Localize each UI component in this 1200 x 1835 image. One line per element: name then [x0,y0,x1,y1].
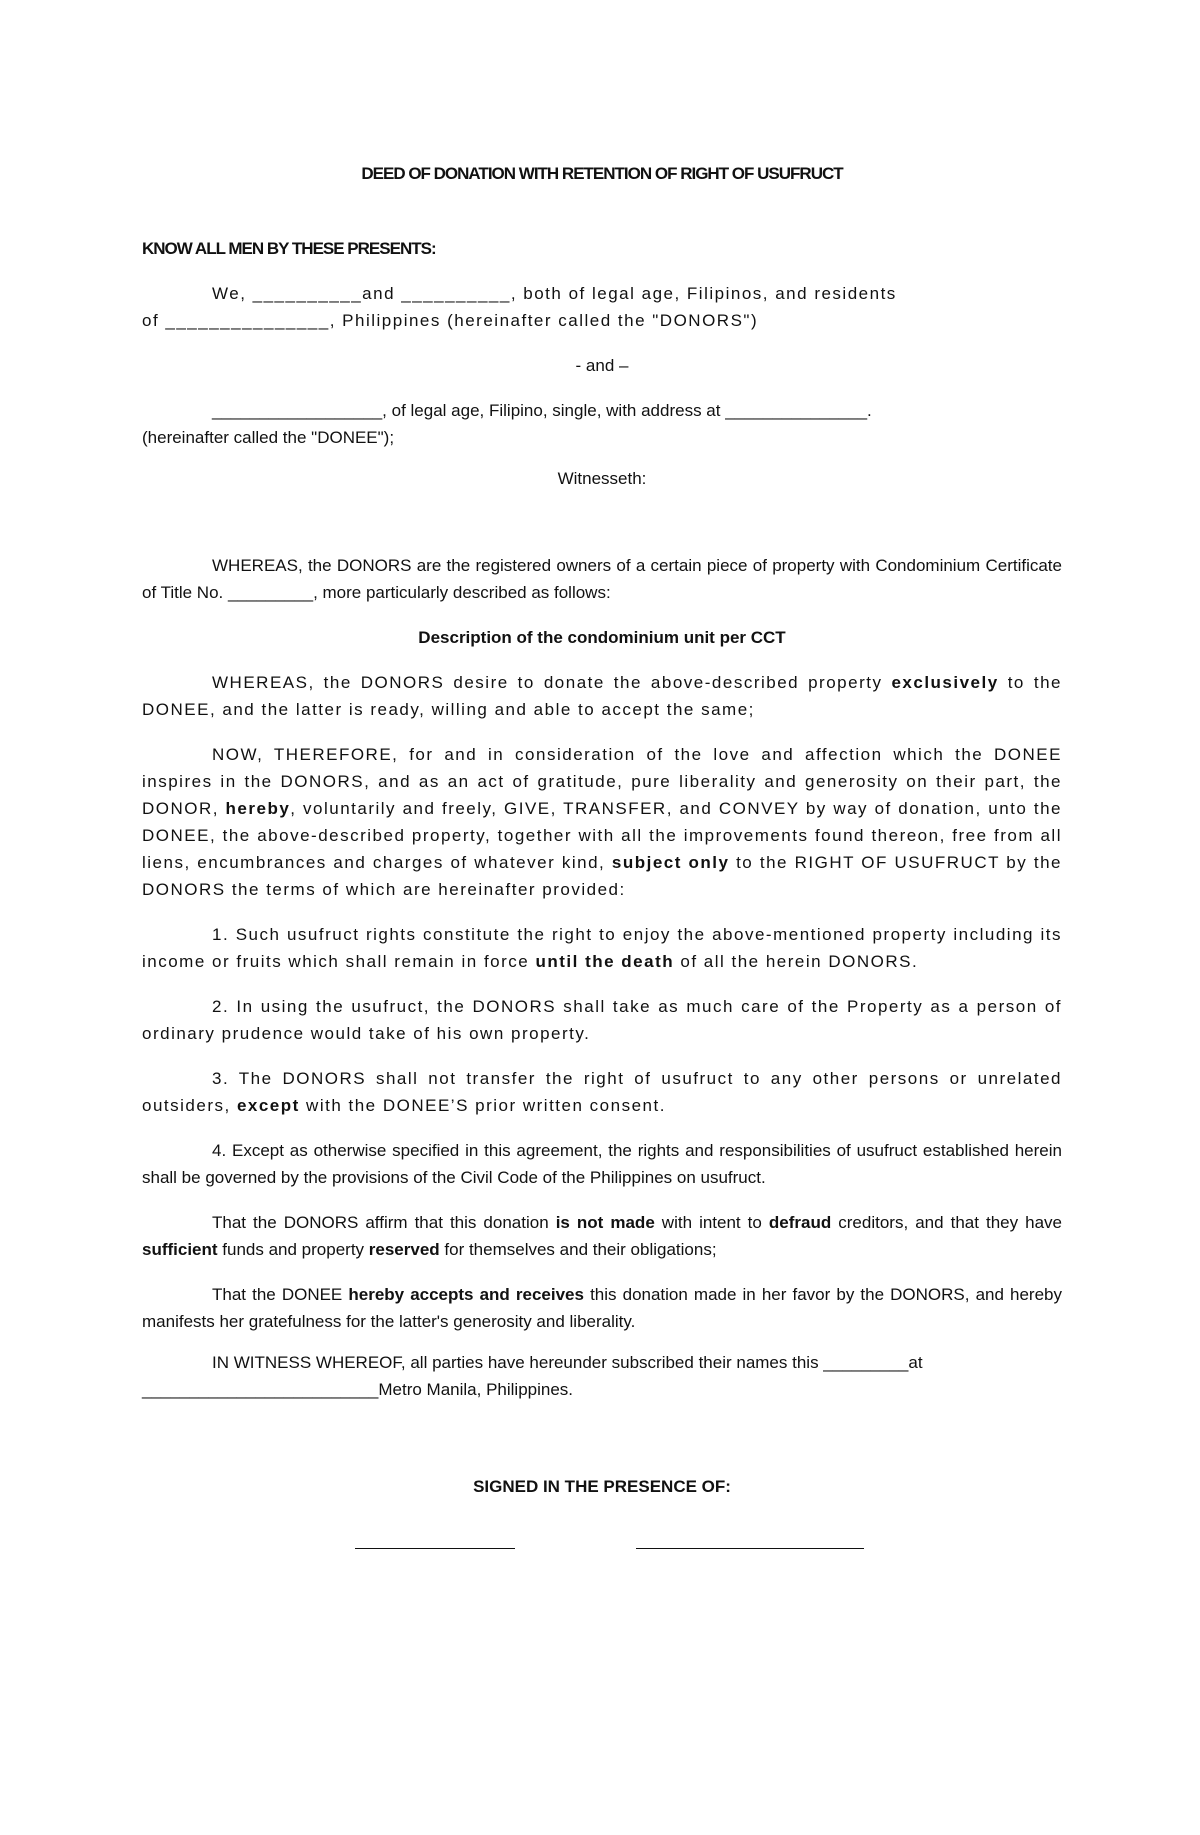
now-therefore-text-c: , voluntarily and freely, GIVE, TRANSFER, and CONVEY by way of donation, unto the DONEE, the above-described property, together with all the improvements found thereon, free from all liens, encumbrances and charges of whatever kind, [142,799,1062,872]
affirm-paragraph [142,1209,1062,1263]
affirm-bold-sufficient: sufficient [142,1240,218,1259]
donors-line-2: of _______________, Philippines (hereinafter called the "DONORS") [142,311,759,330]
affirm-text-e: creditors, and that they have [831,1213,1062,1232]
usufruct-item-2: 2. In using the usufruct, the DONORS shall take as much care of the Property as a person of ordinary prudence would take of his own property. [142,997,1062,1043]
affirm-bold-defraud: defraud [768,1213,832,1232]
whereas-paragraph-1: WHEREAS, the DONORS are the registered owners of a certain piece of property with Condominium Certificate of Title No. _________, more particularly described as follows: [142,556,1062,602]
affirm-bold-reserved: reserved [368,1240,440,1259]
signed-presence-heading: SIGNED IN THE PRESENCE OF: [473,1477,731,1496]
item3-text-c: with the DONEE’S prior written consent. [299,1096,666,1115]
document-title: DEED OF DONATION WITH RETENTION OF RIGHT OF USUFRUCT [361,164,843,183]
witnesseth-heading: Witnesseth: [557,469,647,488]
accept-paragraph [142,1281,1062,1335]
whereas2-text-a: WHEREAS, the DONORS desire to donate the above-described property [212,673,892,692]
usufruct-item-4: 4. Except as otherwise specified in this agreement, the rights and responsibilities of usufruct established herein shall be governed by the provisions of the Civil Code of the Philippines on usufruct. [142,1141,1062,1187]
signature-lines [142,1528,1062,1568]
item3-text-a: 3. The DONORS shall not transfer the right of usufruct to any other persons or unrelated outsiders, [142,1069,1062,1115]
accept-text-c: this donation made in her favor by the DONORS, and hereby manifests her gratefulness for the latter's generosity and liberality. [142,1285,1062,1331]
usufruct-item-1 [142,921,1062,975]
donee-line-2: (hereinafter called the "DONEE"); [142,428,395,447]
affirm-text-a: That the DONORS affirm that this donation [212,1213,556,1232]
description-heading: Description of the condominium unit per CCT [418,628,786,647]
accept-text-a: That the DONEE [212,1285,349,1304]
affirm-text-g: funds and property [217,1240,369,1259]
now-therefore-bold-subject: subject only [611,853,730,872]
witness-signature-line-2[interactable] [636,1548,864,1549]
item1-text-a: 1. Such usufruct rights constitute the right to enjoy the above-mentioned property including its income or fruits which shall remain in force [142,925,1062,971]
affirm-text-i: for themselves and their obligations; [439,1240,717,1259]
witness-line-1: IN WITNESS WHEREOF, all parties have hereunder subscribed their names this _________at [212,1353,923,1372]
now-therefore-paragraph [142,741,1062,903]
item3-bold: except [236,1096,300,1115]
and-separator: - and – [575,356,629,375]
donee-line-1: __________________, of legal age, Filipino, single, with address at _______________. [212,401,872,420]
accept-bold: hereby accepts and receives [348,1285,584,1304]
usufruct-item-3 [142,1065,1062,1119]
whereas2-text-b: to the DONEE, and the latter is ready, willing and able to accept the same; [142,673,1062,719]
witness-line-2: _________________________Metro Manila, Philippines. [142,1380,574,1399]
now-therefore-bold-hereby: hereby [225,799,291,818]
donors-line-1: We, __________and __________, both of legal age, Filipinos, and residents [212,284,897,303]
item1-bold: until the death [535,952,675,971]
now-therefore-text-a: NOW, THEREFORE, for and in consideration of the love and affection which the DONEE inspires in the DONORS, and as an act of gratitude, pure liberality and generosity on their part, the DONOR, [142,745,1062,818]
know-all-heading: KNOW ALL MEN BY THESE PRESENTS: [142,239,436,258]
whereas-paragraph-2 [142,669,1062,723]
witness-signature-line-1[interactable] [355,1548,515,1549]
item1-text-c: of all the herein DONORS. [674,952,919,971]
affirm-text-c: with intent to [654,1213,769,1232]
now-therefore-text-e: to the RIGHT OF USUFRUCT by the DONORS the terms of which are hereinafter provided: [142,853,1062,899]
whereas2-bold: exclusively [891,673,999,692]
affirm-bold-not-made: is not made [555,1213,655,1232]
document-body [142,160,1062,1568]
